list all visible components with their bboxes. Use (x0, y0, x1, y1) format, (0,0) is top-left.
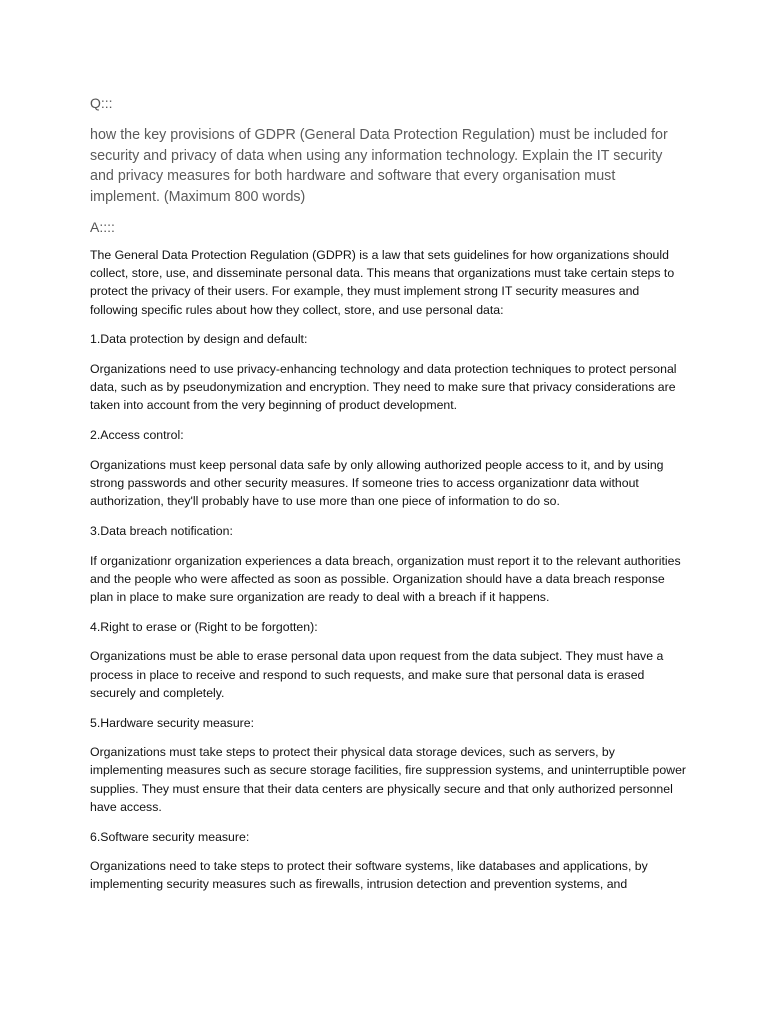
section-heading-access-control: 2.Access control: (90, 428, 184, 443)
section-body-software-security: Organizations need to take steps to protect their software systems, like databases and applications, by implementing security measures such as firewalls, intrusion detection and prevention systems, and (90, 859, 648, 892)
section-heading-breach-notification: 3.Data breach notification: (90, 523, 233, 538)
section-heading-hardware-security: 5.Hardware security measure: (90, 715, 255, 730)
question-label: Q::: (90, 95, 113, 111)
answer-body (90, 246, 690, 905)
section-heading-data-protection: 1.Data protection by design and default: (90, 332, 308, 347)
section-body-data-protection: Organizations need to use privacy-enhancing technology and data protection techniques to protect personal data, such as by pseudonymization and encryption. They need to make sure that privacy considerations are taken into account from the very beginning of product development. (90, 362, 677, 413)
section-heading-right-to-erase: 4.Right to erase or (Right to be forgotten): (90, 619, 318, 634)
section-body-breach-notification: If organizationr organization experiences a data breach, organization must report it to the relevant authorities and the people who were affected as soon as possible. Organization should have a data breach response plan in place to make sure organization are ready to deal with a breach if it happens. (90, 553, 681, 605)
question-text: how the key provisions of GDPR (General Data Protection Regulation) must be included for security and privacy of data when using any information technology. Explain the IT security and privacy measures for both hardware and software that every organisation must implement. (Maximum 800 words) (90, 127, 668, 205)
section-body-access-control: Organizations must keep personal data safe by only allowing authorized people access to it, and by using strong passwords and other security measures. If someone tries to access organizationr data without authorization, they'll probably have to use more than one piece of information to do so. (90, 457, 664, 509)
answer-intro: The General Data Protection Regulation (GDPR) is a law that sets guidelines for how organizations should collect, store, use, and disseminate personal data. This means that organizations must take certain steps to protect the privacy of their users. For example, they must implement strong IT security measures and following specific rules about how they collect, store, and use personal data: (90, 248, 675, 317)
section-body-hardware-security: Organizations must take steps to protect their physical data storage devices, such as servers, by implementing measures such as secure storage facilities, fire suppression systems, and uninterruptible power supplies. They must ensure that their data centers are physically secure and that only authorized personnel have access. (90, 745, 686, 814)
section-body-right-to-erase: Organizations must be able to erase personal data upon request from the data subject. They must have a process in place to receive and respond to such requests, and make sure that personal data is erased securely and completely. (90, 649, 664, 700)
section-heading-software-security: 6.Software security measure: (90, 829, 250, 844)
answer-label: A:::: (90, 219, 115, 235)
